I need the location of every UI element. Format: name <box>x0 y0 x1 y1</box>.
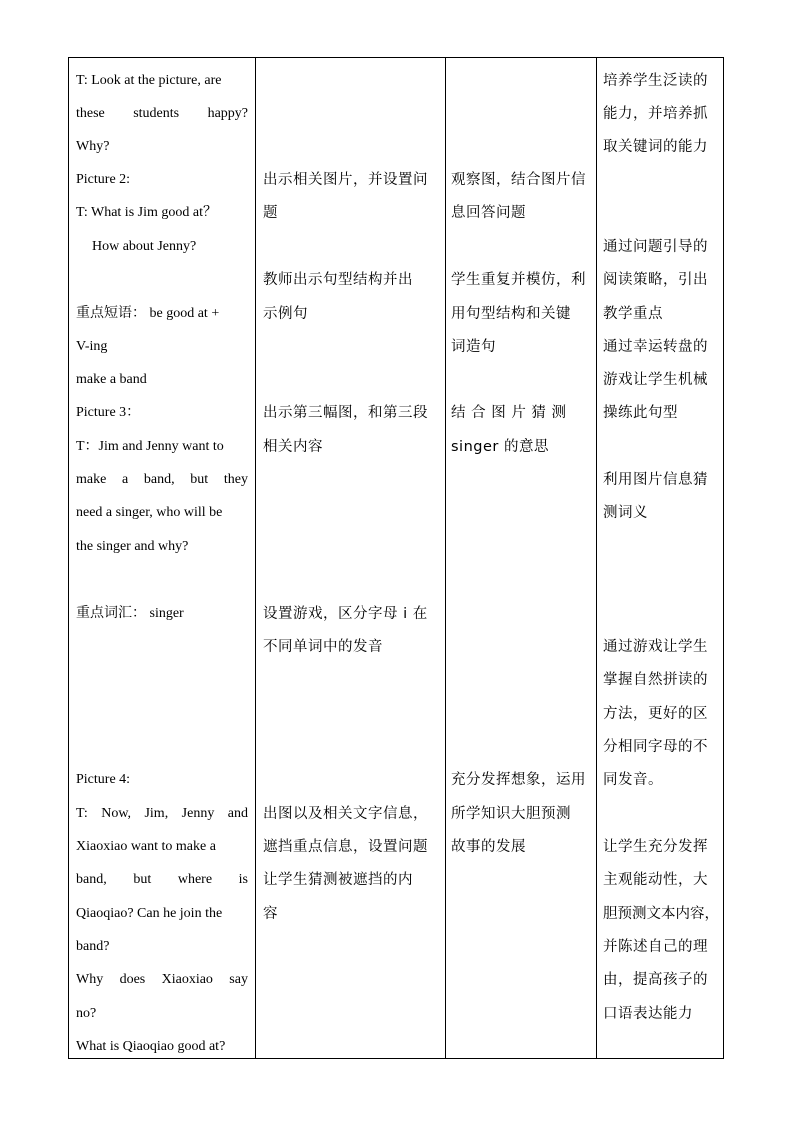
text-line: T：Jim and Jenny want to <box>76 439 224 454</box>
word: happy? <box>207 106 248 121</box>
lesson-plan-table <box>68 57 724 1059</box>
text-line: 观察图，结合图片信 <box>451 172 586 188</box>
text-line: need a singer, who will be <box>76 505 223 520</box>
text-line: 并陈述自己的理 <box>603 939 708 955</box>
text-line <box>76 870 248 890</box>
teaching-content-cell <box>76 58 248 1058</box>
word: Now, <box>101 806 132 821</box>
text-line: Picture 2: <box>76 172 131 187</box>
text-line: How about Jenny? <box>92 239 197 254</box>
word: band, <box>76 872 107 887</box>
text-line: 取关键词的能力 <box>603 139 708 155</box>
design-intent-cell <box>603 58 723 1058</box>
text-line: 主观能动性，大 <box>603 872 708 888</box>
text-line: 通过幸运转盘的 <box>603 339 708 355</box>
text-line: 通过问题引导的 <box>603 239 708 255</box>
text-line: 通过游戏让学生 <box>603 639 708 655</box>
word: T: <box>76 806 88 821</box>
text-line: 题 <box>263 205 278 221</box>
text-line: 方法，更好的区 <box>603 706 708 722</box>
word: make <box>76 472 107 487</box>
word: they <box>223 472 248 487</box>
teacher-activity-cell <box>263 58 441 1058</box>
text-line: make a band <box>76 372 147 387</box>
text-line: 重点短语： be good at + <box>76 306 220 321</box>
text-line: 能力，并培养抓 <box>603 106 708 122</box>
text-line: 操练此句型 <box>603 405 678 421</box>
text-line: 胆预测文本内容， <box>603 906 719 922</box>
text-line: no? <box>76 1006 97 1021</box>
text-line: 口语表达能力 <box>603 1006 693 1022</box>
text-line: 出示第三幅图，和第三段 <box>263 405 428 421</box>
text-line: the singer and why? <box>76 539 189 554</box>
text-line: 相关内容 <box>263 439 323 455</box>
column-divider <box>445 58 446 1058</box>
text-line: 用句型结构和关键 <box>451 306 571 322</box>
word: and <box>227 806 248 821</box>
text-line: T: What is Jim good at？ <box>76 205 217 220</box>
text-line: 设置游戏，区分字母 i 在 <box>263 606 428 622</box>
text-line: band? <box>76 939 110 954</box>
text-line: Why? <box>76 139 110 154</box>
word: band, <box>143 472 175 487</box>
text-line <box>76 104 248 124</box>
text-line: 重点词汇： singer <box>76 606 184 621</box>
text-line: 阅读策略，引出 <box>603 272 708 288</box>
text-line: 故事的发展 <box>451 839 526 855</box>
text-line: 充分发挥想象，运用 <box>451 772 586 788</box>
text-line: Picture 3： <box>76 405 141 420</box>
text-line: T: Look at the picture, are <box>76 73 222 88</box>
word: does <box>119 972 146 987</box>
column-divider <box>255 58 256 1058</box>
text-line: 利用图片信息猜 <box>603 472 708 488</box>
word: Jenny <box>181 806 215 821</box>
word: Xiaoxiao <box>161 972 213 987</box>
text-line <box>76 970 248 990</box>
text-line: 测词义 <box>603 505 648 521</box>
text-line: 所学知识大胆预测 <box>451 806 571 822</box>
text-line: Picture 4: <box>76 772 131 787</box>
text-line: 息回答问题 <box>451 205 526 221</box>
text-line: 不同单词中的发音 <box>263 639 383 655</box>
text-line: singer 的意思 <box>451 439 549 455</box>
text-line: 游戏让学生机械 <box>603 372 708 388</box>
text-line: Qiaoqiao? Can he join the <box>76 906 223 921</box>
text-line: 结 合 图 片 猜 测 <box>451 405 567 421</box>
word: Jim, <box>144 806 169 821</box>
text-line: 出图以及相关文字信息， <box>263 806 428 822</box>
word: Why <box>76 972 104 987</box>
text-line <box>76 470 248 490</box>
text-line: 分相同字母的不 <box>603 739 708 755</box>
column-divider <box>596 58 597 1058</box>
text-line: 词造句 <box>451 339 496 355</box>
text-line: 教学重点 <box>603 306 663 322</box>
word: students <box>133 106 180 121</box>
text-line: 示例句 <box>263 306 308 322</box>
text-line: 掌握自然拼读的 <box>603 672 708 688</box>
word: but <box>133 872 152 887</box>
text-line: 出示相关图片，并设置问 <box>263 172 428 188</box>
word: a <box>122 472 129 487</box>
text-line: 让学生充分发挥 <box>603 839 708 855</box>
text-line: 容 <box>263 906 278 922</box>
text-line: 同发音。 <box>603 772 663 788</box>
text-line: 由，提高孩子的 <box>603 972 708 988</box>
word: but <box>190 472 209 487</box>
text-line: 培养学生泛读的 <box>603 73 708 89</box>
student-activity-cell <box>451 58 593 1058</box>
text-line: 教师出示句型结构并出 <box>263 272 413 288</box>
word: say <box>229 972 248 987</box>
text-line: What is Qiaoqiao good at? <box>76 1039 226 1054</box>
text-line: 学生重复并模仿，利 <box>451 272 586 288</box>
text-line: V-ing <box>76 339 108 354</box>
text-line: Xiaoxiao want to make a <box>76 839 216 854</box>
text-line: 让学生猜测被遮挡的内 <box>263 872 413 888</box>
text-line: 遮挡重点信息，设置问题 <box>263 839 428 855</box>
text-line <box>76 804 248 824</box>
word: these <box>76 106 105 121</box>
word: is <box>238 872 248 887</box>
word: where <box>177 872 213 887</box>
